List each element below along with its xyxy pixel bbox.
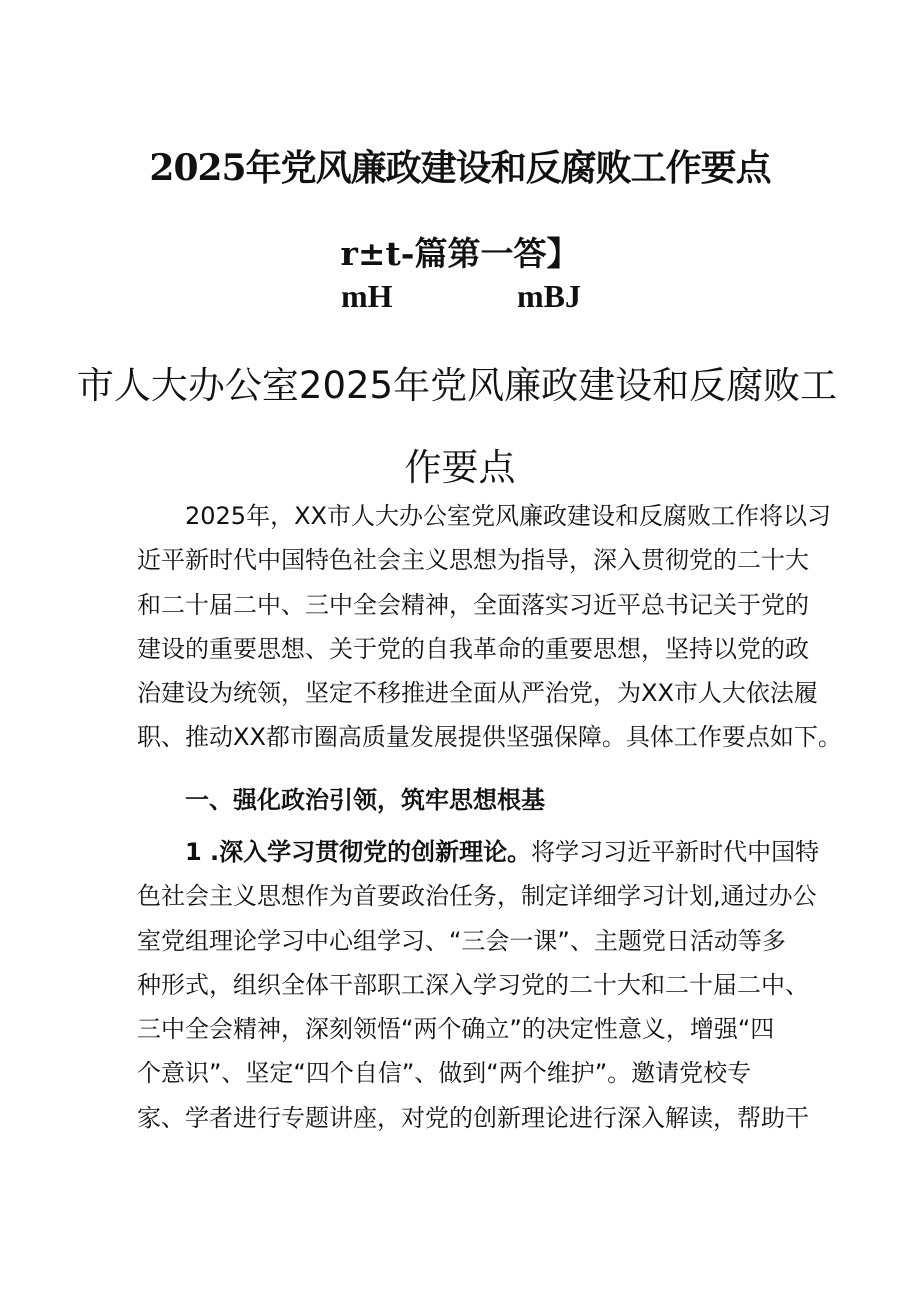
subtitle-right-fragment: mBJ: [517, 278, 581, 314]
item-1-line: 种形式，组织全体干部职工深入学习党的二十大和二十届二中、: [137, 970, 809, 999]
item-1-line: 色社会主义思想作为首要政治任务，制定详细学习计划,通过办公: [137, 882, 817, 911]
intro-line: 建设的重要思想、关于党的自我革命的重要思想，坚持以党的政: [137, 634, 809, 663]
item-1-line: 三中全会精神，深刻领悟“两个确立”的决定性意义，增强“四: [137, 1015, 775, 1044]
item-1-label: 1 .深入学习贯彻党的创新理论。: [185, 838, 532, 866]
main-heading-line-1: 市人大办公室2025年党风廉政建设和反腐败工: [76, 364, 838, 407]
item-1-line: 室党组理论学习中心组学习、“三会一课”、主题党日活动等多: [137, 926, 786, 955]
intro-line: 职、推动XX都市圈高质量发展提供坚强保障。具体工作要点如下。: [137, 723, 842, 752]
item-1-first-line: [137, 830, 820, 874]
item-1-line: 个意识”、坚定“四个自信”、做到“两个维护”。邀请党校专: [137, 1059, 752, 1088]
document-title: 2025年党风廉政建设和反腐败工作要点: [149, 147, 771, 189]
section-heading-1: 一、强化政治引领，筑牢思想根基: [185, 786, 545, 814]
document-subtitle: r±t-篇第一答】: [340, 234, 580, 273]
intro-paragraph: [137, 494, 842, 760]
item-1-paragraph: [137, 830, 820, 1140]
intro-line: 治建设为统领，坚定不移推进全面从严治党，为XX市人大依法履: [137, 679, 818, 708]
intro-line: 和二十届二中、三中全会精神，全面落实习近平总书记关于党的: [137, 590, 809, 619]
main-heading-line-2: 作要点: [404, 446, 516, 489]
intro-line: 近平新时代中国特色社会主义思想为指导，深入贯彻党的二十大: [137, 546, 809, 575]
subtitle-left-fragment: mH: [341, 278, 393, 314]
intro-line: 2025年，XX市人大办公室党风廉政建设和反腐败工作将以习: [185, 502, 831, 530]
item-1-first-rest: 将学习习近平新时代中国特: [531, 838, 820, 866]
item-1-line: 家、学者进行专题讲座，对党的创新理论进行深入解读，帮助干: [137, 1103, 809, 1132]
